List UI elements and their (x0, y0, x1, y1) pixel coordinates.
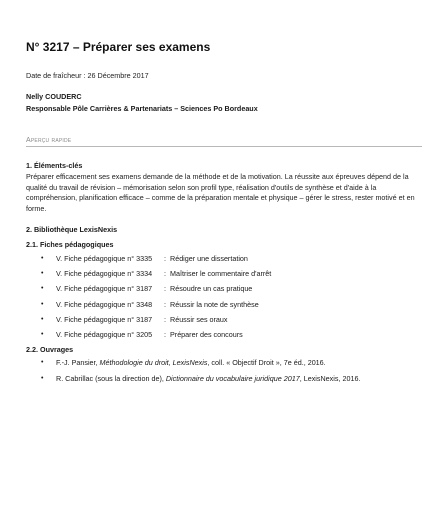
work-author: F.-J. Pansier, (56, 358, 100, 367)
fiche-separator: : (164, 284, 166, 294)
bullet-icon: • (41, 285, 44, 293)
section2-heading: 2. Bibliothèque LexisNexis (26, 225, 118, 234)
fresh-date: Date de fraîcheur : 26 Décembre 2017 (26, 71, 149, 80)
overview-heading: Aperçu rapide (26, 137, 422, 147)
fiche-separator: : (164, 314, 166, 324)
work-title: Dictionnaire du vocabulaire juridique 2017 (165, 373, 300, 383)
fiche-reference-link[interactable]: V. Fiche pédagogique n° 3335 (56, 254, 153, 263)
fiche-reference-link[interactable]: V. Fiche pédagogique n° 3348 (56, 299, 153, 309)
bullet-icon: • (41, 270, 44, 278)
fiche-separator: : (164, 329, 166, 339)
fiche-reference-link[interactable]: V. Fiche pédagogique n° 3187 (56, 314, 153, 324)
fiche-title: Réussir la note de synthèse (170, 299, 259, 309)
bullet-icon: • (41, 300, 44, 308)
document-title: N° 3217 – Préparer ses examens (26, 40, 211, 54)
fiche-reference-link[interactable]: V. Fiche pédagogique n° 3334 (56, 269, 153, 279)
fiche-reference-link[interactable]: V. Fiche pédagogique n° 3205 (56, 329, 153, 339)
bullet-icon: • (41, 315, 44, 323)
fiche-reference-link[interactable]: V. Fiche pédagogique n° 3187 (56, 284, 153, 294)
fiche-title: Maîtriser le commentaire d'arrêt (170, 269, 272, 279)
fiche-title: Résoudre un cas pratique (170, 284, 253, 294)
fiche-title: Réussir ses oraux (170, 314, 228, 324)
fiche-title: Préparer des concours (170, 329, 243, 339)
work-title: Méthodologie du droit, LexisNexis (99, 358, 208, 367)
bullet-icon: • (41, 359, 44, 366)
section1-heading: 1. Éléments-clés (26, 161, 83, 170)
bullet-icon: • (41, 255, 44, 262)
bullet-icon: • (41, 330, 44, 338)
work-reference (56, 355, 326, 371)
fiche-separator: : (164, 254, 166, 263)
fiche-separator: : (164, 269, 166, 279)
fiches-heading: 2.1. Fiches pédagogiques (26, 240, 114, 249)
bullet-icon: • (41, 374, 44, 382)
works-heading: 2.2. Ouvrages (26, 345, 74, 354)
work-details: , LexisNexis, 2016. (299, 373, 361, 383)
fiche-separator: : (164, 299, 166, 309)
work-reference (56, 371, 360, 387)
fiche-title: Rédiger une dissertation (170, 254, 248, 263)
author-role: Responsable Pôle Carrières & Partenariats – Sciences Po Bordeaux (26, 104, 258, 113)
work-author: R. Cabrillac (sous la direction de), (56, 373, 166, 383)
section1-body: Préparer efficacement ses examens demande de la méthode et de la motivation. La réussite aux épreuves dépend de la qualité du travail de révision – mémorisation selon son profil type, réalisation d'outils de synthèse et d'aide à la compréhension, planification efficace – comme de la préparation mentale et physique – gérer le stress, rester motivé et en forme. (26, 172, 415, 213)
author-name: Nelly COUDERC (26, 92, 82, 101)
work-details: , coll. « Objectif Droit », 7e éd., 2016. (207, 358, 326, 367)
